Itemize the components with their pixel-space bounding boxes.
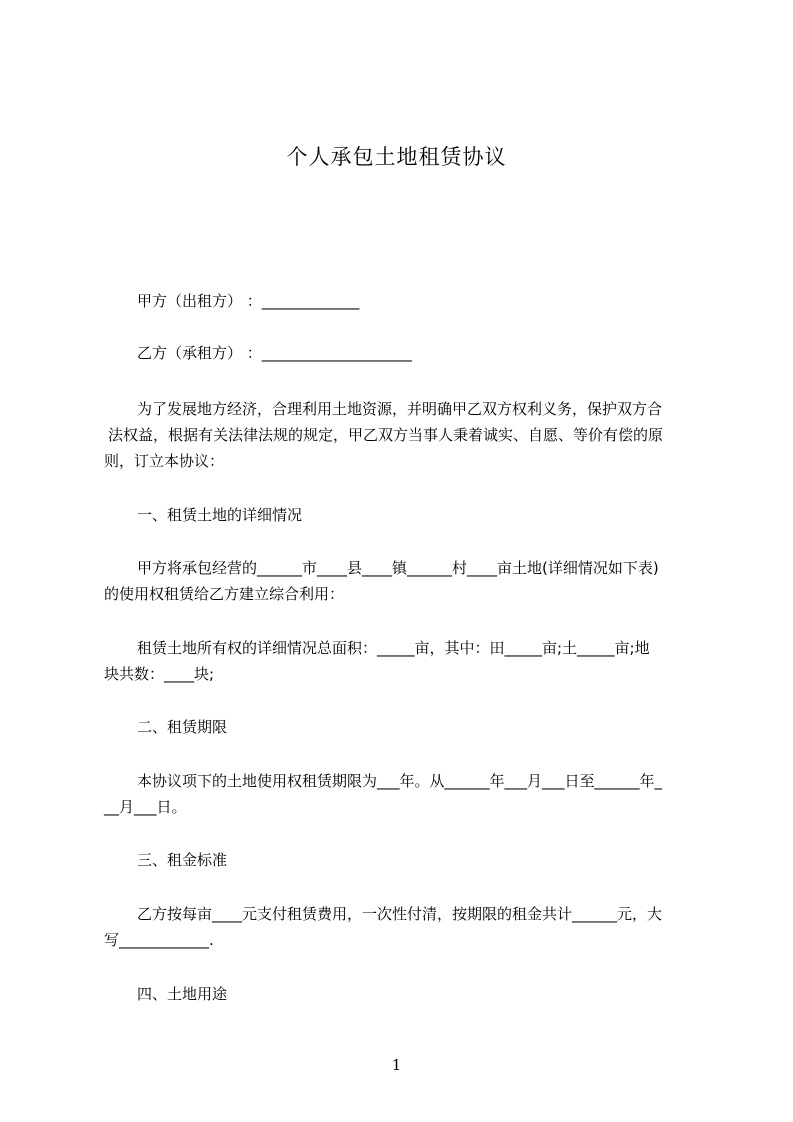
section-3-para-line-1: 乙方按每亩____元支付租赁费用，一次性付清，按期限的租金共计______元，大 [137, 905, 663, 923]
section-2-para-line-1: 本协议项下的土地使用权租赁期限为___年。从______年___月___日至______年_ [137, 772, 663, 790]
document-title: 个人承包土地租赁协议 [286, 145, 507, 169]
section-2-heading: 二、租赁期限 [137, 718, 228, 736]
section-1-para-1-line-1: 甲方将承包经营的______市____县____镇______村____亩土地(详细情况如下表) [137, 559, 659, 577]
section-4-heading: 四、土地用途 [137, 985, 228, 1003]
party-b-line: 乙方（承租方） ：____________________ [137, 344, 412, 362]
section-1-para-1-line-2: 的使用权租赁给乙方建立综合利用： [104, 585, 345, 603]
section-1-para-2-line-2: 块共数：____块; [104, 665, 215, 683]
intro-paragraph-line-2: 法权益，根据有关法律法规的规定，甲乙双方当事人秉着诚实、自愿、等价有偿的原 [108, 426, 664, 444]
page-number: 1 [391, 1056, 402, 1074]
section-1-heading: 一、租赁土地的详细情况 [137, 506, 303, 524]
party-a-line: 甲方（出租方） ：_____________ [137, 292, 360, 310]
section-2-para-line-2: __月___日。 [104, 798, 187, 816]
intro-paragraph-line-3: 则，订立本协议： [104, 452, 225, 470]
section-3-para-line-2: 写____________. [104, 931, 214, 949]
section-1-para-2-line-1: 租赁土地所有权的详细情况总面积：_____亩，其中：田_____亩;土_____亩;地 [137, 639, 650, 657]
intro-paragraph-line-1: 为了发展地方经济，合理利用土地资源，并明确甲乙双方权利义务，保护双方合 [137, 400, 663, 418]
section-3-heading: 三、租金标准 [137, 851, 228, 869]
